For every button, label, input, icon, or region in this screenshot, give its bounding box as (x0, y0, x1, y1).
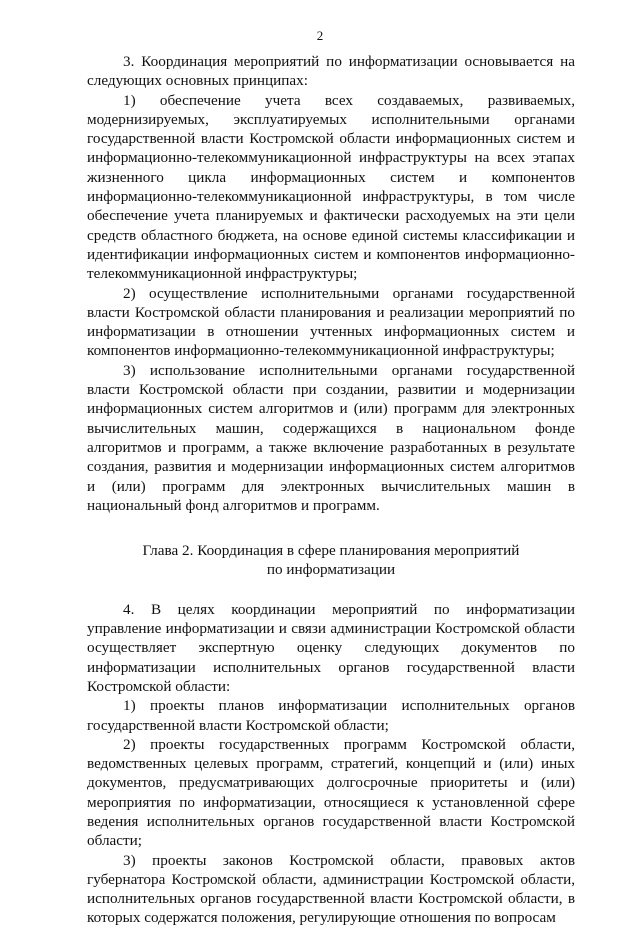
chapter-heading (87, 541, 575, 580)
chapter-heading-line: Глава 2. Координация в сфере планирования мероприятий (142, 542, 520, 560)
chapter-heading-line: по информатизации (266, 561, 396, 579)
paragraph: 3. Координация мероприятий по информатизации основывается на следующих основных принципах: (87, 53, 575, 90)
paragraph: 1) обеспечение учета всех создаваемых, развиваемых, модернизируемых, эксплуатируемых исполнительными органами государственной власти Костромской области информационных систем и информационно-телекоммуникационной инфраструктуры на всех этапах жизненного цикла информационных систем и компонентов информационно-телекоммуникационной инфраструктуры, в том числе обеспечение учета планируемых и фактически расходуемых на эти цели средств областного бюджета, на основе единой системы классификации и идентификации информационных систем и компонентов информационно-телекоммуникационной инфраструктуры; (87, 91, 575, 283)
paragraph: 3) использование исполнительными органами государственной власти Костромской области при создании, развитии и модернизации информационных систем алгоритмов и (или) программ для электронных вычислительных машин, содержащихся в национальном фонде алгоритмов и программ, а также включение разработанных в результате создания, развития и модернизации информационных систем алгоритмов и (или) программ для электронных вычислительных машин в национальный фонд алгоритмов и программ. (87, 361, 575, 514)
page-number: 2 (316, 28, 324, 43)
paragraph: 3) проекты законов Костромской области, правовых актов губернатора Костромской области, администрации Костромской области, исполнительных органов государственной власти Костромской области, в которых содержатся положения, регулирующие отношения по вопросам (87, 851, 575, 927)
paragraph: 4. В целях координации мероприятий по информатизации управление информатизации и связи администрации Костромской области осуществляет экспертную оценку следующих документов по информатизации исполнительных органов государственной власти Костромской области: (87, 600, 575, 695)
document-body (87, 52, 575, 928)
paragraph: 2) осуществление исполнительными органами государственной власти Костромской области планирования и реализации мероприятий по информатизации в отношении учтенных информационных систем и компонентов информационно-телекоммуникационной инфраструктуры; (87, 284, 575, 360)
paragraph: 1) проекты планов информатизации исполнительных органов государственной власти Костромской области; (87, 697, 575, 734)
paragraph: 2) проекты государственных программ Костромской области, ведомственных целевых программ, стратегий, концепций и (или) иных документов, предусматривающих долгосрочные приоритеты и (или) мероприятия по информатизации, относящиеся к установленной сфере ведения исполнительных органов государственной власти Костромской области; (87, 735, 575, 850)
